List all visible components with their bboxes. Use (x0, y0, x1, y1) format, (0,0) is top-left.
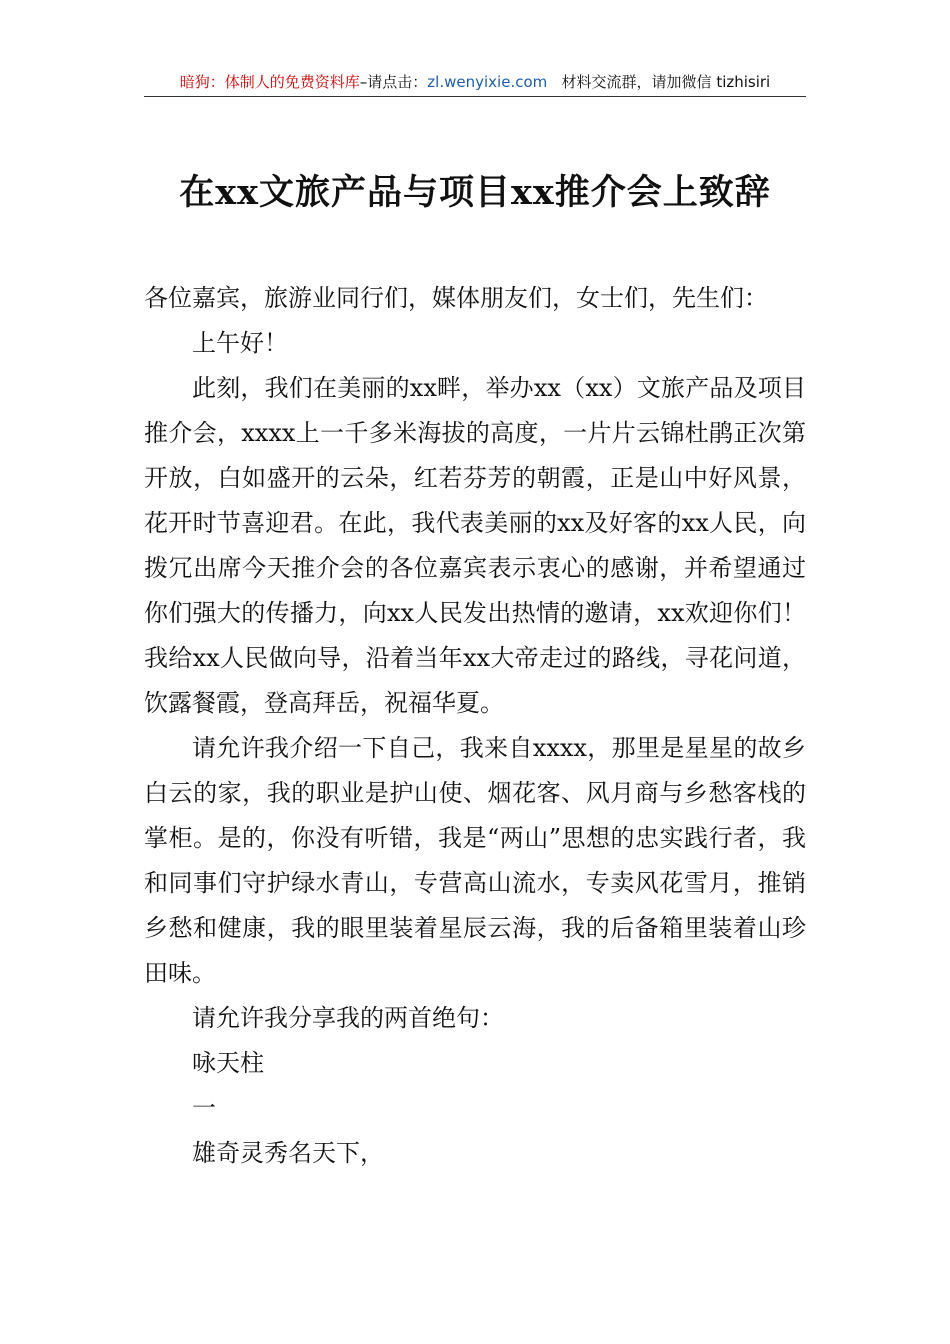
poem-title: 咏天柱 (192, 1049, 264, 1077)
document-title: 在xx文旅产品与项目xx推介会上致辞 (179, 172, 771, 213)
header-site-name: 暗狗：体制人的免费资料库 (179, 73, 360, 91)
paragraph: 请允许我介绍一下自己，我来自xxxx，那里是星星的故乡白云的家，我的职业是护山使、烟花客、风月商与乡愁客栈的掌柜。是的，你没有听错，我是“两山”思想的忠实践行者，我和同事们守护绿水青山，专营高山流水，专卖风花雪月，推销乡愁和健康，我的眼里装着星辰云海，我的后备箱里装着山珍田味。 (144, 734, 806, 987)
greeting: 上午好！ (192, 329, 288, 357)
header-click-prompt: –请点击： (359, 73, 428, 91)
salutation: 各位嘉宾，旅游业同行们，媒体朋友们，女士们，先生们： (144, 284, 768, 312)
document-body (144, 276, 806, 1176)
poem-number: 一 (192, 1094, 216, 1122)
header-wechat-note: 材料交流群，请加微信 tizhisiri (561, 73, 771, 91)
paragraph: 此刻，我们在美丽的xx畔，举办xx（xx）文旅产品及项目推介会，xxxx上一千多米海拔的高度，一片片云锦杜鹃正次第开放，白如盛开的云朵，红若芬芳的朝霞，正是山中好风景，花开时节喜迎君。在此，我代表美丽的xx及好客的xx人民，向拨冗出席今天推介会的各位嘉宾表示衷心的感谢，并希望通过你们强大的传播力，向xx人民发出热情的邀请，xx欢迎你们！我给xx人民做向导，沿着当年xx大帝走过的路线，寻花问道，饮露餐霞，登高拜岳，祝福华夏。 (144, 374, 806, 717)
poem-line: 雄奇灵秀名天下， (192, 1139, 384, 1167)
page-header (144, 70, 806, 97)
header-site-link[interactable]: zl.wenyixie.com (427, 73, 548, 91)
paragraph: 请允许我分享我的两首绝句： (192, 1004, 504, 1032)
